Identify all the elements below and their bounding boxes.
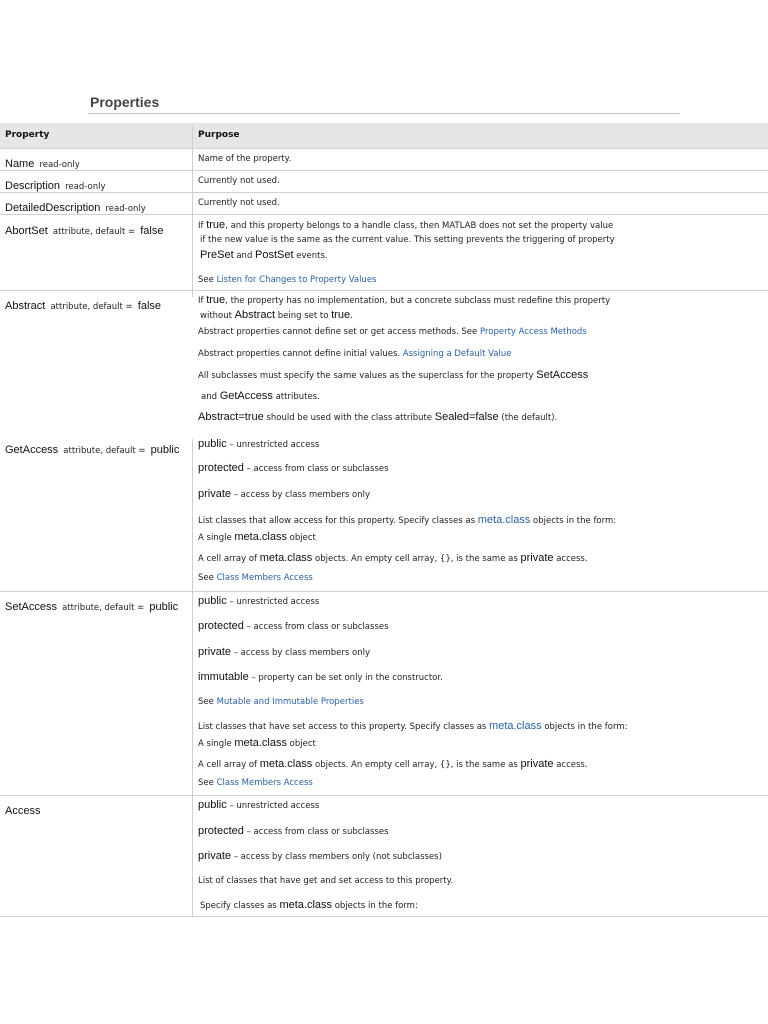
property-cell: SetAccess attribute, default = public: [5, 601, 179, 613]
property-cell: Abstract attribute, default = false: [5, 300, 162, 312]
table-row: Abstract attribute, default = false GetAccess attribute, default = public If true, the property has no implementation, but a concrete subclass must redefine this property without Abstract being set to true. Abstract properties cannot define set or get access methods. See Property Access Methods Abstract properties cannot define initial values. Assigning a Default Value All subclasses must specify the same values as the superclass for the property SetAccess and GetAccess attributes. Abstract=true should be used with the class attribute Sealed=false (the default). public – unrestricted access protected – access from class or subclasses private – access by class members only List classes that allow access for this property. Specify classes as meta.class objects in the form: A single meta.class object A cell array of meta.class objects. An empty cell array, {}, is the same as private access. See Class Members Access: [0, 291, 768, 592]
properties-table: [0, 123, 768, 917]
table-row: Name read-only Name of the property.: [0, 149, 768, 171]
property-cell: GetAccess attribute, default = public: [5, 444, 180, 456]
link-class-members-access[interactable]: Class Members Access: [216, 573, 313, 583]
section-heading: Properties: [90, 94, 160, 110]
table-row: DetailedDescription read-only Currently not used.: [0, 193, 768, 215]
link-assigning-default-value[interactable]: Assigning a Default Value: [402, 349, 512, 359]
property-cell: DetailedDescription read-only: [5, 202, 146, 214]
table-row: AbortSet attribute, default = false If true, and this property belongs to a handle class, then MATLAB does not set the property value if the new value is the same as the current value. This setting prevents the triggering of property PreSet and PostSet events. See Listen for Changes to Property Values: [0, 215, 768, 291]
property-cell: AbortSet attribute, default = false: [5, 225, 164, 237]
link-property-access-methods[interactable]: Property Access Methods: [479, 327, 587, 337]
table-row: Description read-only Currently not used.: [0, 171, 768, 193]
table-row: Access public – unrestricted access protected – access from class or subclasses private – access by class members only (not subclasses) List of classes that have get and set access to this property. Specify classes as meta.class objects in the form:: [0, 796, 768, 917]
heading-divider: [88, 113, 680, 114]
column-header-property: Property: [5, 130, 50, 140]
property-cell: Access: [5, 805, 41, 817]
table-row: SetAccess attribute, default = public public – unrestricted access protected – access from class or subclasses private – access by class members only immutable – property can be set only in the constructor. See Mutable and Immutable Properties List classes that have set access to this property. Specify classes as meta.class objects in the form: A single meta.class object A cell array of meta.class objects. An empty cell array, {}, is the same as private access. See Class Members Access: [0, 592, 768, 796]
link-class-members-access-2[interactable]: Class Members Access: [216, 778, 313, 788]
property-cell: Name read-only: [5, 158, 80, 170]
table-header: [0, 123, 768, 149]
link-listen-property-values[interactable]: Listen for Changes to Property Values: [216, 275, 377, 285]
column-header-purpose: Purpose: [198, 130, 240, 140]
link-mutable-immutable[interactable]: Mutable and Immutable Properties: [216, 697, 364, 707]
property-cell: Description read-only: [5, 180, 106, 192]
